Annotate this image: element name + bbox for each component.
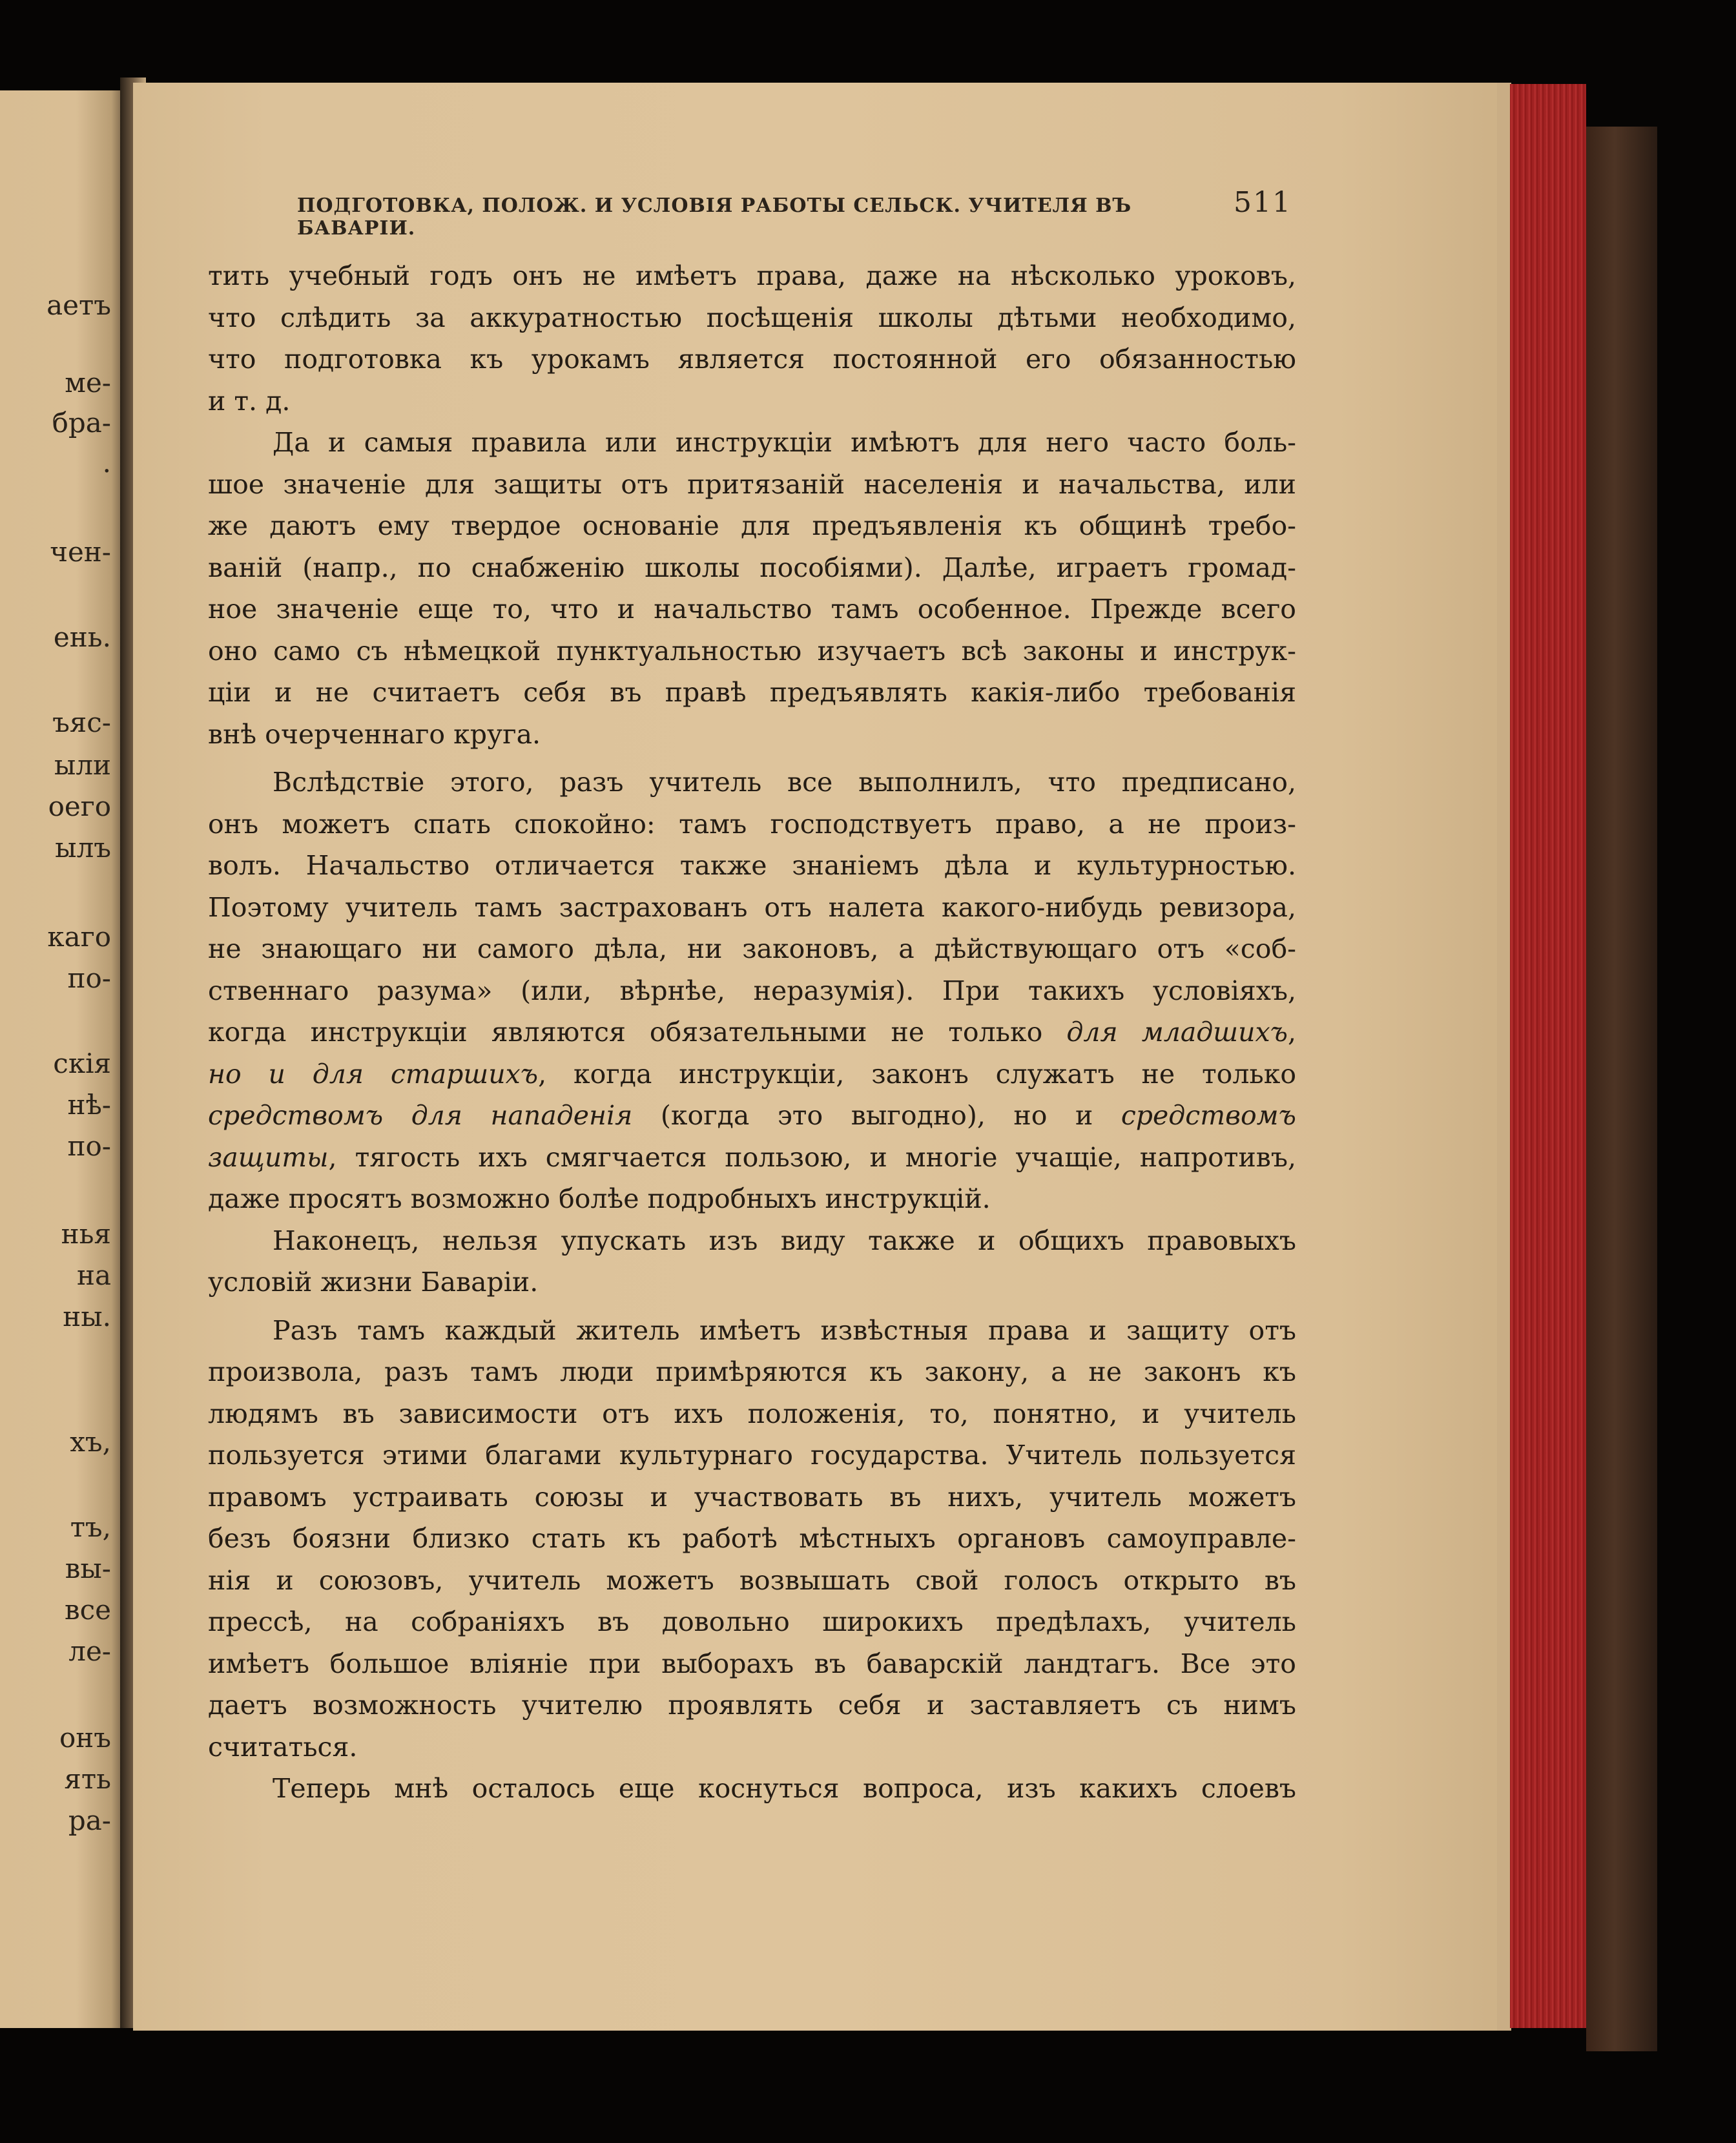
line-fragment: аетъ	[46, 289, 111, 321]
text-line: не знающаго ни самого дѣла, ни законовъ, а дѣйствующаго отъ «соб-	[208, 933, 1296, 964]
text-line: что слѣдить за аккуратностью посѣщенія школы дѣтьми необходимо,	[208, 302, 1296, 333]
previous-page-fragment	[0, 90, 127, 2028]
text-line: внѣ очерченнаго круга.	[208, 718, 541, 750]
text-line: нія и союзовъ, учитель можетъ возвышать свой голосъ открыто въ	[208, 1564, 1296, 1596]
italic-text-segment: но и для старшихъ	[208, 1058, 539, 1090]
page-edge	[1497, 83, 1511, 2031]
text-line: людямъ въ зависимости отъ ихъ положенія, то, понятно, и учитель	[208, 1398, 1296, 1429]
line-fragment: ыли	[54, 749, 111, 781]
text-line: даже просятъ возможно болѣе подробныхъ инструкцій.	[208, 1183, 991, 1214]
text-line: безъ боязни близко стать къ работѣ мѣстныхъ органовъ самоуправле-	[208, 1523, 1296, 1554]
line-fragment: хъ,	[70, 1426, 111, 1458]
text-line: тить учебный годъ онъ не имѣетъ права, даже на нѣсколько уроковъ,	[208, 260, 1296, 291]
text-line: прессѣ, на собраніяхъ въ довольно широкихъ предѣлахъ, учитель	[208, 1606, 1296, 1637]
text-line: Вслѣдствіе этого, разъ учитель все выполнилъ, что предписано,	[273, 767, 1296, 798]
italic-text-segment: средствомъ для нападенія	[208, 1100, 633, 1131]
line-fragment: ень.	[53, 621, 111, 653]
text-line: волъ. Начальство отличается также знаніемъ дѣла и культурностью.	[208, 850, 1296, 881]
line-fragment: .	[102, 447, 111, 479]
body-text	[208, 255, 1296, 1810]
text-line: онъ можетъ спать спокойно: тамъ господствуетъ право, а не произ-	[208, 808, 1296, 840]
line-fragment: по-	[67, 1130, 111, 1162]
text-line: Да и самыя правила или инструкціи имѣютъ для него часто боль-	[273, 427, 1296, 458]
line-fragment: все	[64, 1594, 111, 1626]
line-fragment: онъ	[59, 1722, 111, 1754]
line-fragment: ле-	[68, 1635, 111, 1667]
line-fragment: ны.	[63, 1301, 111, 1332]
line-fragment: нья	[61, 1218, 111, 1250]
line-fragment: тъ,	[70, 1511, 111, 1543]
text-segment: когда инструкціи являются обязательными не только	[208, 1017, 1067, 1048]
red-gilded-page-edges	[1510, 84, 1586, 2028]
line-fragment: на	[76, 1259, 111, 1291]
line-fragment: нѣ-	[67, 1089, 111, 1121]
text-line: произвола, разъ тамъ люди примѣряются къ закону, а не законъ къ	[208, 1356, 1296, 1387]
text-segment: ,	[1287, 1017, 1296, 1048]
line-fragment: по-	[67, 962, 111, 994]
line-fragment: вы-	[65, 1553, 111, 1584]
line-fragment: оего	[48, 791, 111, 822]
italic-text-segment: средствомъ	[1121, 1100, 1296, 1131]
text-line: шое значеніе для защиты отъ притязаній населенія и начальства, или	[208, 468, 1296, 500]
line-fragment: чен-	[50, 536, 111, 568]
text-line: ное значеніе еще то, что и начальство тамъ особенное. Прежде всего	[208, 594, 1296, 625]
text-line: Теперь мнѣ осталось еще коснуться вопроса, изъ какихъ слоевъ	[273, 1773, 1296, 1804]
text-line	[208, 1137, 1296, 1179]
text-line: имѣетъ большое вліяніе при выборахъ въ баварскій ландтагъ. Все это	[208, 1648, 1296, 1679]
line-fragment: ять	[64, 1763, 111, 1795]
text-segment: , тягость ихъ смягчается пользою, и многіе учащіе, напротивъ,	[328, 1141, 1296, 1173]
line-fragment: ра-	[68, 1805, 111, 1836]
text-line: же даютъ ему твердое основаніе для предъявленія къ общинѣ требо-	[208, 510, 1296, 541]
line-fragment: ме-	[65, 367, 111, 399]
italic-text-segment: для младшихъ	[1066, 1017, 1288, 1048]
text-line: Поэтому учитель тамъ застрахованъ отъ налета какого-нибудь ревизора,	[208, 891, 1296, 923]
text-line: Наконецъ, нельзя упускать изъ виду также и общихъ правовыхъ	[273, 1225, 1296, 1256]
text-line: что подготовка къ урокамъ является постоянной его обязанностью	[208, 344, 1296, 375]
text-line	[208, 1011, 1296, 1053]
running-header	[297, 186, 1292, 240]
text-line: считаться.	[208, 1731, 358, 1763]
line-fragment: бра-	[52, 407, 111, 439]
line-fragment: каго	[47, 921, 111, 953]
text-line: Разъ тамъ каждый житель имѣетъ извѣстныя права и защиту отъ	[273, 1314, 1296, 1346]
italic-text-segment: защиты	[208, 1141, 329, 1173]
text-line: пользуется этими благами культурнаго государства. Учитель пользуется	[208, 1440, 1296, 1471]
text-line	[208, 1095, 1296, 1137]
text-line: оно само съ нѣмецкой пунктуальностью изучаетъ всѣ законы и инструк-	[208, 635, 1296, 667]
text-segment: , когда инструкціи, законъ служатъ не только	[538, 1058, 1296, 1090]
text-line: условій жизни Баваріи.	[208, 1267, 539, 1298]
running-header-title: ПОДГОТОВКА, ПОЛОЖ. И УСЛОВІЯ РАБОТЫ СЕЛЬСК. УЧИТЕЛЯ ВЪ БАВАРІИ.	[297, 194, 1132, 240]
book-cover-edge	[1586, 127, 1657, 2051]
text-line: ціи и не считаетъ себя въ правѣ предъявлять какія-либо требованія	[208, 677, 1296, 708]
line-fragment: ылъ	[55, 832, 111, 864]
text-line: и т. д.	[208, 385, 291, 417]
text-line: ваній (напр., по снабженію школы пособіями). Далѣе, играетъ громад-	[208, 552, 1296, 583]
text-line: ственнаго разума» (или, вѣрнѣе, неразумія). При такихъ условіяхъ,	[208, 975, 1296, 1006]
line-fragment: скія	[53, 1048, 111, 1079]
text-segment: (когда это выгодно), но и	[632, 1100, 1121, 1131]
text-line: даетъ возможность учителю проявлять себя и заставляетъ съ нимъ	[208, 1690, 1296, 1721]
page-number: 511	[1234, 186, 1292, 219]
line-fragment: ъяс-	[52, 707, 111, 738]
text-line	[208, 1053, 1296, 1095]
text-line: правомъ устраивать союзы и участвовать въ нихъ, учитель можетъ	[208, 1481, 1296, 1513]
